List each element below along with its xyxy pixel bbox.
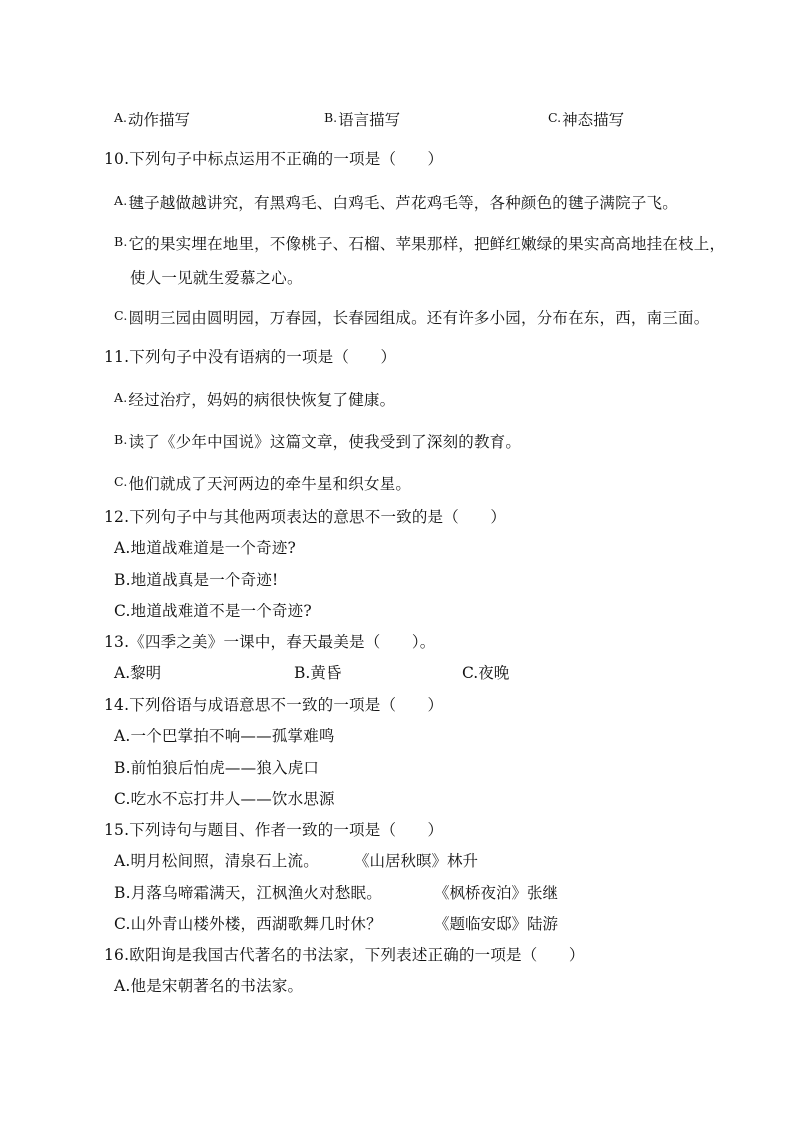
q10-stem: 10.下列句子中标点运用不正确的一项是（ ） [104, 150, 444, 168]
q15-option-b[interactable]: B.月落乌啼霜满天，江枫渔火对愁眠。 [114, 884, 382, 902]
q15-option-c-source: 《题临安邸》陆游 [434, 915, 559, 933]
q15-option-c[interactable]: C.山外青山楼外楼，西湖歌舞几时休？ [114, 915, 382, 933]
q12-option-c[interactable]: C.地道战难道不是一个奇迹? [114, 602, 312, 620]
q14-option-c[interactable]: C.吃水不忘打井人——饮水思源 [114, 790, 335, 808]
q11-option-a[interactable] [114, 388, 395, 410]
q12-option-a[interactable]: A.地道战难道是一个奇迹? [114, 539, 297, 557]
option-letter: A. [114, 110, 128, 125]
q13-option-b[interactable]: B.黄昏 [294, 664, 342, 682]
option-letter: C. [548, 110, 562, 125]
option-letter: C. [114, 308, 128, 323]
q15-option-b-source: 《枫桥夜泊》张继 [434, 884, 559, 902]
q13-option-a[interactable]: A.黎明 [114, 664, 162, 682]
q12-stem: 12.下列句子中与其他两项表达的意思不一致的是（ ） [104, 508, 507, 526]
q15-option-a-source: 《山居秋暝》林升 [354, 852, 479, 870]
q11-option-c[interactable] [114, 472, 411, 494]
q15-option-a[interactable]: A.明月松间照，清泉石上流。 [114, 852, 319, 870]
q14-option-a[interactable]: A.一个巴掌拍不响——孤掌难鸣 [114, 727, 335, 745]
option-letter: B. [114, 234, 128, 249]
q14-stem: 14.下列俗语与成语意思不一致的一项是（ ） [104, 696, 444, 714]
option-letter: C. [114, 474, 128, 489]
q10-option-b-continuation: 使人一见就生爱慕之心。 [130, 269, 303, 287]
option-text: 圆明三园由圆明园，万春园，长春园组成。还有许多小园，分布在东，西，南三面。 [128, 309, 710, 327]
q12-option-b[interactable]: B.地道战真是一个奇迹! [114, 571, 279, 589]
q13-stem: 13.《四季之美》一课中，春天最美是（ ）。 [104, 633, 436, 651]
option-text: 毽子越做越讲究，有黑鸡毛、白鸡毛、芦花鸡毛等，各种颜色的毽子满院子飞。 [128, 194, 678, 212]
q9-option-a[interactable] [114, 108, 190, 130]
q9-option-b[interactable] [324, 108, 400, 130]
q10-option-a[interactable] [114, 191, 678, 213]
q9-option-c[interactable] [548, 108, 624, 130]
option-letter: B. [114, 432, 128, 447]
option-letter: A. [114, 193, 128, 208]
option-letter: B. [324, 110, 338, 125]
q10-option-b[interactable] [114, 232, 725, 254]
q10-option-c[interactable] [114, 306, 709, 328]
option-text: 神态描写 [562, 111, 625, 129]
option-text: 它的果实埋在地里，不像桃子、石榴、苹果那样，把鲜红嫩绿的果实高高地挂在枝上， [128, 235, 726, 253]
q11-stem: 11.下列句子中没有语病的一项是（ ） [104, 348, 397, 366]
q16-stem: 16.欧阳询是我国古代著名的书法家，下列表述正确的一项是（ ） [104, 946, 585, 964]
option-letter: A. [114, 390, 128, 405]
option-text: 动作描写 [128, 111, 191, 129]
q13-option-c[interactable]: C.夜晚 [462, 664, 510, 682]
option-text: 语言描写 [338, 111, 401, 129]
q15-stem: 15.下列诗句与题目、作者一致的一项是（ ） [104, 821, 444, 839]
q16-option-a[interactable]: A.他是宋朝著名的书法家。 [114, 977, 304, 995]
option-text: 经过治疗，妈妈的病很快恢复了健康。 [128, 391, 396, 409]
option-text: 他们就成了天河两边的牵牛星和织女星。 [128, 475, 412, 493]
option-text: 读了《少年中国说》这篇文章，使我受到了深刻的教育。 [128, 433, 522, 451]
q11-option-b[interactable] [114, 430, 521, 452]
q14-option-b[interactable]: B.前怕狼后怕虎——狼入虎口 [114, 759, 320, 777]
